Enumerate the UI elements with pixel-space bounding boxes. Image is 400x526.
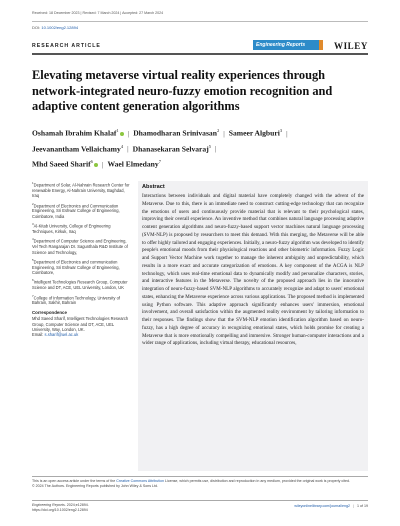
affiliation-sup: 4 xyxy=(32,237,34,242)
article-title: Elevating metaverse virtual reality experiences through network-integrated neuro-fuzzy emotion recognition and adaptive content generation algorithms xyxy=(32,68,333,114)
page-number: 1 of 19 xyxy=(357,504,368,508)
header-rule xyxy=(32,53,368,55)
author-separator: | xyxy=(215,144,217,154)
affiliation-sup: 3 xyxy=(32,222,34,227)
affiliation-text: Department of Electronics and communication Engineering, Sri Eshwar College of Engineering, Coimbatore, xyxy=(32,259,120,276)
citation-journal: Engineering Reports xyxy=(32,503,65,507)
affiliation-item xyxy=(32,222,130,234)
journal-badge xyxy=(253,40,319,50)
affiliation-item xyxy=(32,237,130,255)
affiliation-sup: 6 xyxy=(32,278,34,283)
author-affil-sup: 1 xyxy=(116,128,119,133)
license-text: This is an open access article under the terms of the xyxy=(32,479,117,483)
author-affil-sup: 5 xyxy=(208,143,211,149)
author-name[interactable]: Dhamodharan Srinivasan xyxy=(133,128,217,138)
bottom-rule xyxy=(32,500,368,501)
email-label: Email: xyxy=(32,332,45,338)
author-name[interactable]: Oshamah Ibrahim Khalaf xyxy=(32,128,117,138)
author-separator: | xyxy=(223,128,225,138)
journal-name: Engineering Reports xyxy=(256,42,306,48)
affiliation-item xyxy=(32,181,130,199)
author-affil-sup: 4 xyxy=(120,143,124,149)
doi-prefix: DOI: xyxy=(32,25,42,30)
email-link[interactable]: s.sharif@uel.ac.uk xyxy=(44,332,79,338)
orcid-icon[interactable] xyxy=(94,163,98,167)
affiliation-sup: 2 xyxy=(32,201,34,206)
affiliation-text: Department of Electronics and Communication Engineering, Sri Eshwar College of Engineering, Coimbatore, India xyxy=(32,202,120,219)
author-list xyxy=(32,124,368,171)
journal-badge-accent xyxy=(319,40,323,50)
affiliation-sup: 5 xyxy=(32,257,34,262)
author-affil-sup: 7 xyxy=(158,159,161,165)
affiliation-text: Intelligent Technologies Research Group, Computer Science and DT, ACE, UEL University, London, UK xyxy=(32,279,128,291)
author-separator: | xyxy=(101,160,104,169)
submission-dates: Received: 18 December 2023 | Revised: 7 March 2024 | Accepted: 27 March 2024 xyxy=(32,11,164,15)
author-affil-sup: 6 xyxy=(90,159,93,165)
affiliation-item xyxy=(32,202,130,220)
affiliation-text: Department of Computer Science and Engineering, Vel Tech Rangarajan Dr. Sagunthala R&D Institute of Science and Technology, xyxy=(32,238,128,255)
correspondence-address: Mhd Saeed Sharif, Intelligent Technologies Research Group, Computer Science and DT, ACE, UEL University, Way, London, UK. xyxy=(32,316,129,333)
affiliation-text: Al-Kitab University, College of Engineering Techniques, Kirkuk, Iraq xyxy=(32,223,111,234)
affiliation-text: Department of Solar, Al-Nahrain Research Center for renewable Energy, Al-Nahrain University, Baghdad, Iraq xyxy=(32,182,130,199)
copyright-line: © 2024 The Authors. Engineering Reports published by John Wiley & Sons Ltd. xyxy=(32,484,159,488)
author-separator: | xyxy=(127,144,129,154)
author-name[interactable]: Sameer Algburi xyxy=(228,128,280,138)
orcid-icon[interactable] xyxy=(120,132,124,136)
author-affil-sup: 2 xyxy=(216,128,220,133)
abstract-heading: Abstract xyxy=(142,184,165,190)
license-link[interactable]: Creative Commons Attribution xyxy=(116,479,165,483)
abstract-box xyxy=(138,181,368,471)
license-text-end: License, which permits use, distribution and reproduction in any medium, provided the original work is properly cited. xyxy=(164,479,351,483)
citation-doi-link[interactable]: https://doi.org/10.1002/eng2.12894 xyxy=(32,507,88,512)
citation-block xyxy=(32,503,89,513)
author-affil-sup: 3 xyxy=(279,128,283,133)
affiliation-item xyxy=(32,258,130,276)
author-name[interactable]: Dhanasekaran Selvaraj xyxy=(132,144,209,154)
article-type-row xyxy=(32,40,368,52)
correspondence-text xyxy=(32,316,130,338)
publisher-logo: WILEY xyxy=(333,41,368,51)
doi-link[interactable]: 10.1002/eng2.12894 xyxy=(41,25,79,30)
author-separator: | xyxy=(286,128,288,138)
license-notice xyxy=(32,479,372,489)
page-info-separator: | xyxy=(353,504,354,508)
correspondence-heading: Correspondence xyxy=(32,309,67,315)
author-name[interactable]: Wael Elmedany xyxy=(107,160,159,169)
article-type: RESEARCH ARTICLE xyxy=(32,43,101,49)
author-name[interactable]: Mhd Saeed Sharif xyxy=(32,160,91,169)
affiliations-column xyxy=(32,181,130,338)
doi-line xyxy=(32,25,78,30)
affiliation-item xyxy=(32,278,130,290)
affiliation-text: College of Information Technology, University of Bahrain, Sakhir, Bahrain xyxy=(32,295,120,306)
affiliation-sup: 7 xyxy=(32,293,34,298)
footer-rule xyxy=(32,476,368,477)
top-rule xyxy=(32,10,368,22)
author-separator: | xyxy=(127,128,130,138)
abstract-text: Interactions between individuals and digital material have completely changed with the advent of the Metaverse. Due to this, there is an immediate need to construct cutting-edge technology that can recognize the emotions of users and continuously provide material that is relevant to their psychological states, improving their overall experience. An inventive method that combines natural language processing adaptive content generation algorithms and neuro-fuzzy-based support vector machines natural language processing (SVM-NLP) is proposed by researchers to meet this demand. With this merging, the Metaverse will be able to offer highly tailored and engaging experiences. Initially, a neuro-fuzzy algorithm was developed to identify people's emotional moods from their physiological reactions and other biometric information. Fuzzy Logic and Support Vector Machine work together to manage the inherent ambiguity and unpredictability, which results in a more exact and accurate categorization of emotions. A key component of the ACGA is NLP technology, which uses real-time emotional data to dynamically modify and personalize characters, stories, and interactive features in the Metaverse. The novelty of the proposed approach lies in the innovative integration of neuro-fuzzy-based SVM-NLP algorithms to accurately recognize and adapt to users' emotional states, enhancing the Metaverse experience across various applications. The proposed method is implemented using Python software. This adaptive approach significantly enhances users' immersion, emotional involvement, and overall satisfaction within the augmented reality environment by tailoring information to their responses. The findings show that the SVM-NLP emotion identification algorithm based on neuro-fuzzy, has a high degree of accuracy in recognizing emotional states, which holds promise for creating a Metaverse that is more emotionally compelling and immersive. Stronger human-computer interactions and a wider range of applications, including virtual therapy, educational resources, xyxy=(142,193,364,347)
citation-volume: . 2024;e12894. xyxy=(64,503,89,507)
page-info xyxy=(294,504,368,508)
author-name[interactable]: Jeevanantham Vellaichamy xyxy=(32,144,121,154)
affiliation-sup: 1 xyxy=(32,181,34,185)
affiliation-item xyxy=(32,294,130,306)
journal-site-link[interactable]: wileyonlinelibrary.com/journal/eng2 xyxy=(294,504,351,508)
